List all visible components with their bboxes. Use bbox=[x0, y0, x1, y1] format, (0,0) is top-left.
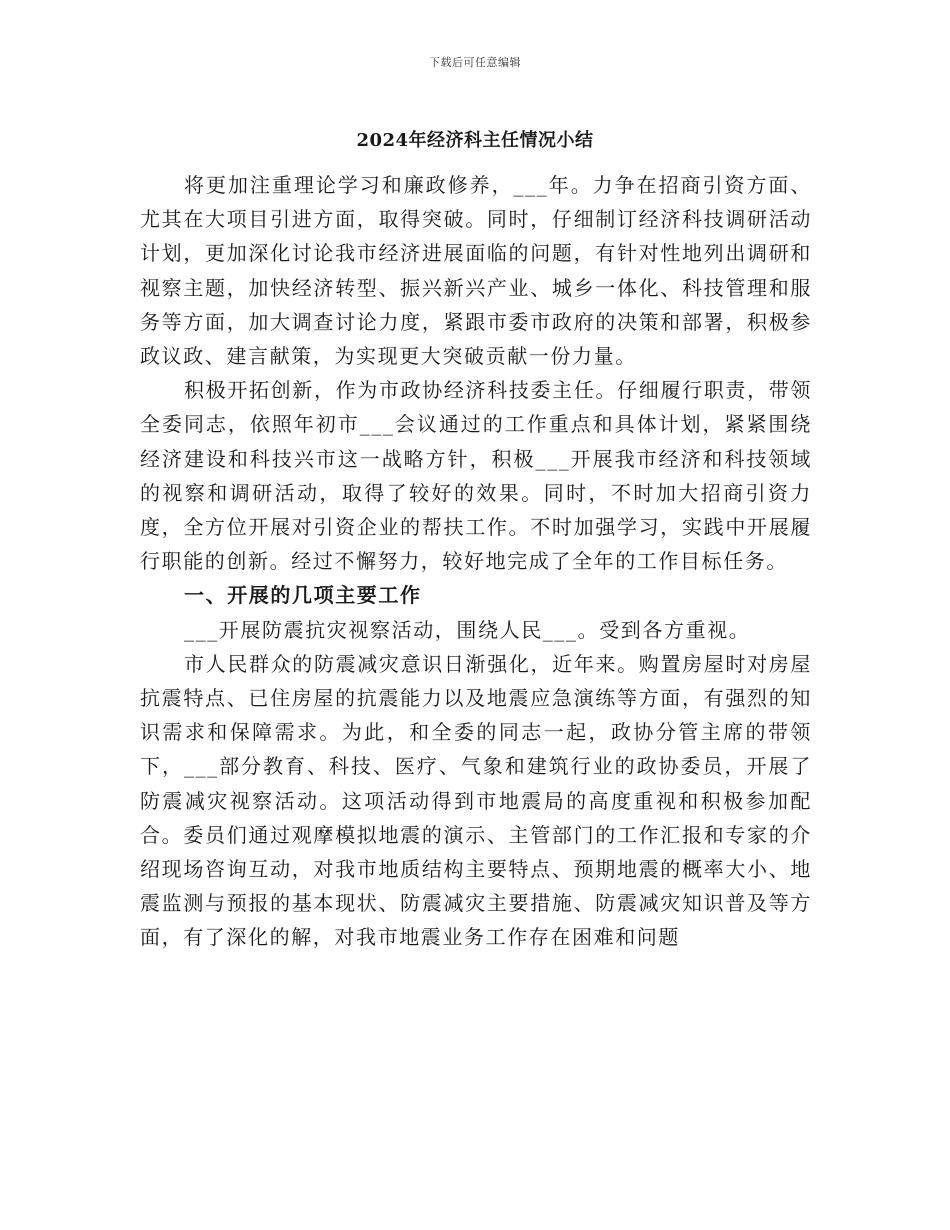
header-note: 下载后可任意编辑 bbox=[429, 56, 521, 69]
section-heading: 一、开展的几项主要工作 bbox=[184, 583, 422, 608]
document-title: 2024年经济科主任情况小结 bbox=[356, 130, 594, 151]
paragraph-1: 将更加注重理论学习和廉政修养，___年。力争在招商引资方面、尤其在大项目引进方面，取得突破。同时，仔细制订经济科技调研活动计划，更加深化讨论我市经济进展面临的问题，有针对性地列出调研和视察主题，加快经济转型、振兴新兴产业、城乡一体化、科技管理和服务等方面，加大调查讨论力度，紧跟市委市政府的决策和部署，积极参政议政、建言献策，为实现更大突破贡献一份力量。 bbox=[140, 173, 812, 369]
paragraph-2: 积极开拓创新，作为市政协经济科技委主任。仔细履行职责，带领全委同志，依照年初市___会议通过的工作重点和具体计划，紧紧围绕经济建设和科技兴市这一战略方针，积极___开展我市经济和科技领域的视察和调研活动，取得了较好的效果。同时，不时加大招商引资力度，全方位开展对引资企业的帮扶工作。不时加强学习，实践中开展履行职能的创新。经过不懈努力，较好地完成了全年的工作目标任务。 bbox=[140, 378, 812, 574]
section-paragraph-2: 市人民群众的防震减灾意识日渐强化，近年来。购置房屋时对房屋抗震特点、已住房屋的抗震能力以及地震应急演练等方面，有强烈的知识需求和保障需求。为此，和全委的同志一起，政协分管主席的带领下，___部分教育、科技、医疗、气象和建筑行业的政协委员，开展了防震减灾视察活动。这项活动得到市地震局的高度重视和积极参加配合。委员们通过观摩模拟地震的演示、主管部门的工作汇报和专家的介绍现场咨询互动，对我市地质结构主要特点、预期地震的概率大小、地震监测与预报的基本现状、防震减灾主要措施、防震减灾知识普及等方面，有了深化的解，对我市地震业务工作存在困难和问题 bbox=[140, 651, 812, 950]
section-paragraph-1: ___开展防震抗灾视察活动，围绕人民___。受到各方重视。 bbox=[184, 617, 751, 642]
document-body bbox=[140, 168, 812, 955]
